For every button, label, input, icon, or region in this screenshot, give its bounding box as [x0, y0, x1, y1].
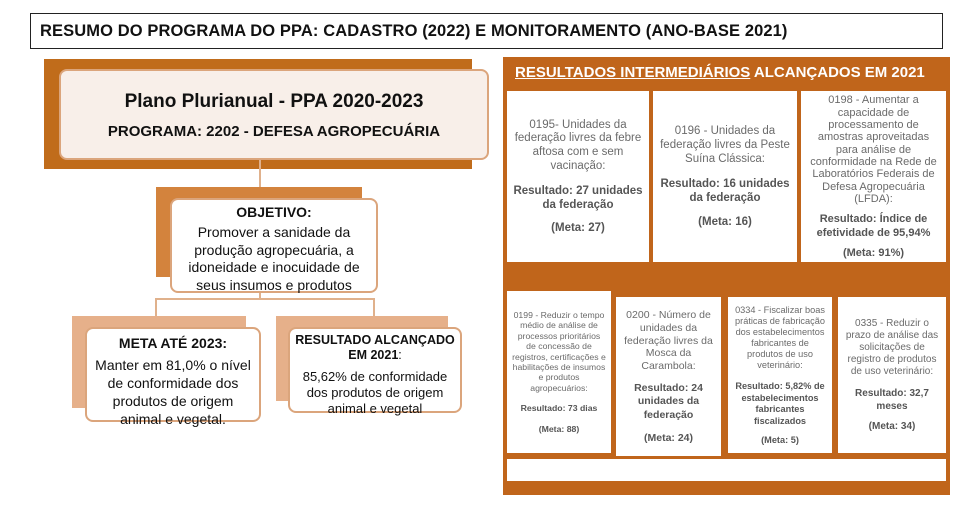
goal-text: Manter em 81,0% o nível de conformidade dos produtos de origem animal e vegetal. [95, 357, 251, 427]
result-item-0195 [507, 91, 649, 262]
plan-title: Plano Plurianual - PPA 2020-2023 [124, 91, 424, 112]
program-name: PROGRAMA: 2202 - DEFESA AGROPECUÁRIA [107, 123, 441, 140]
achieved-card [288, 327, 462, 416]
result-meta: (Meta: 16) [698, 215, 752, 228]
result-value: Resultado: 16 unidades da federação [660, 177, 790, 205]
result-meta: (Meta: 24) [643, 431, 693, 444]
objective-card [170, 198, 378, 293]
result-desc: 0198 - Aumentar a capacidade de processamento de amostras aproveitadas para análise de conformidade na Rede de Laboratórios Federais de Defesa Agropecuária (LFDA): [810, 94, 937, 205]
result-desc: 0196 - Unidades da federação livres da Peste Suína Clássica: [660, 125, 790, 166]
result-meta: (Meta: 91%) [842, 246, 905, 259]
connector-to-goal [155, 298, 157, 316]
result-desc: 0199 - Reduzir o tempo médio de análise de processos prioritários de concessão de registros, certificações e habilitações de insumos e produtos agropecuários: [512, 309, 606, 393]
achieved-heading-text: RESULTADO ALCANÇADO EM 2021 [295, 333, 455, 362]
goal-card [85, 327, 261, 427]
result-item-0200 [616, 297, 721, 456]
achieved-heading [290, 333, 460, 363]
result-meta: (Meta: 34) [868, 421, 916, 432]
result-desc: 0200 - Número de unidades da federação livres da Mosca da Carambola: [624, 309, 713, 372]
result-desc: 0334 - Fiscalizar boas práticas de fabricação dos estabelecimentos fabricantes de produtos de uso veterinário: [735, 304, 825, 371]
result-item-0198 [801, 91, 946, 262]
results-panel-title-rest: ALCANÇADOS EM 2021 [750, 63, 925, 81]
connector-horizontal [155, 298, 375, 300]
result-item-0196 [653, 91, 797, 262]
results-panel-title [503, 57, 950, 87]
result-desc: 0335 - Reduzir o prazo de análise das solicitações de registro de produtos de uso veterinário: [845, 318, 939, 377]
result-value: Resultado: Índice de efetividade de 95,94% [816, 213, 931, 239]
result-desc: 0195- Unidades da federação livres da febre aftosa com e sem vacinação: [514, 118, 642, 172]
connector-plan-objective [259, 160, 261, 187]
result-item-0335 [838, 297, 946, 453]
objective-text: Promover a sanidade da produção agropecuária, a idoneidade e inocuidade de seus insumos e produtos [188, 224, 360, 293]
goal-heading: META ATÉ 2023: [118, 335, 228, 351]
result-value: Resultado: 27 unidades da federação [513, 184, 643, 212]
connector-to-result [373, 298, 375, 316]
page-title: RESUMO DO PROGRAMA DO PPA: CADASTRO (2022) E MONITORAMENTO (ANO-BASE 2021) [30, 13, 943, 49]
result-meta: (Meta: 5) [761, 435, 799, 446]
result-item-0199 [507, 291, 611, 453]
result-value: Resultado: 24 unidades da federação [634, 382, 703, 421]
results-panel-title-underlined: RESULTADOS INTERMEDIÁRIOS [515, 63, 751, 81]
achieved-text: 85,62% de conformidade dos produtos de origem animal e vegetal [302, 369, 448, 416]
achieved-heading-colon: : [398, 348, 402, 362]
result-meta: (Meta: 27) [551, 222, 605, 235]
objective-heading: OBJETIVO: [236, 204, 312, 220]
result-meta: (Meta: 88) [538, 424, 580, 435]
plan-card [59, 69, 489, 160]
result-value: Resultado: 5,82% de estabelecimentos fabricantes fiscalizados [735, 381, 825, 426]
panel-bottom-strip [507, 459, 946, 481]
result-value: Resultado: 32,7 meses [855, 388, 929, 412]
result-item-0334 [728, 297, 832, 453]
result-value: Resultado: 73 dias [520, 403, 598, 414]
